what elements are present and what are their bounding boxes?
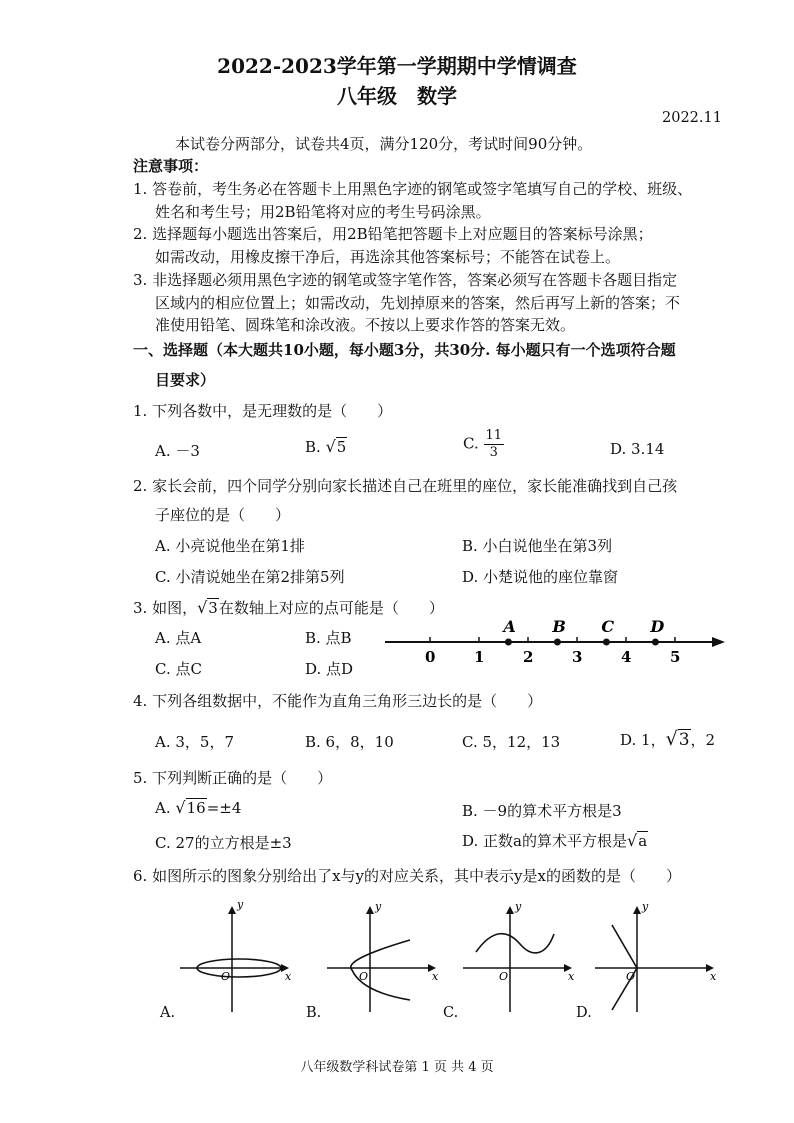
notice-line: 准使用铅笔、圆珠笔和涂改液。不按以上要求作答的答案无效。 (155, 316, 576, 334)
x-label: x (568, 970, 575, 983)
numerator: 11 (485, 428, 503, 443)
point-a (505, 639, 512, 646)
radicand: 5 (336, 438, 347, 456)
page-footer: 八年级数学科试卷第 1 页 共 4 页 (300, 1060, 494, 1075)
x-label: x (285, 970, 292, 983)
radicand: a (638, 832, 648, 850)
radicand: 3 (208, 599, 218, 617)
q1-stem: 1. 下列各数中，是无理数的是（ ） (133, 402, 393, 420)
exam-info: 本试卷分两部分，试卷共4页，满分120分，考试时间90分钟。 (175, 135, 593, 153)
y-label: y (515, 900, 522, 913)
exam-date: 2022.11 (662, 110, 722, 126)
notice-line: 如需改动，用橡皮擦干净后，再选涂其他答案标号；不能答在试卷上。 (155, 248, 621, 266)
point-label: D (650, 617, 665, 636)
q2-stem-cont: 子座位的是（ ） (155, 506, 291, 524)
page-subtitle: 八年级 数学 (337, 84, 457, 108)
q5-option-b: B. －9的算术平方根是3 (462, 802, 622, 820)
arrow-icon (633, 906, 641, 914)
page-title: 2022-2023学年第一学期期中学情调查 (217, 54, 577, 78)
sqrt-expression: √3 (665, 728, 690, 750)
q5-option-c: C. 27的立方根是±3 (155, 834, 292, 852)
q5-option-a-post: =±4 (206, 799, 242, 817)
q4-option-c: C. 5，12，13 (462, 733, 561, 751)
notice-line: 姓名和考生号；用2B铅笔将对应的考生号码涂黑。 (155, 203, 491, 221)
axis-tick-label: 5 (670, 648, 681, 666)
q5-option-d-pre: D. 正数a的算术平方根是 (462, 832, 627, 850)
q3-stem-pre: 3. 如图， (133, 599, 198, 617)
sqrt-expression: √5 (325, 437, 347, 456)
q1-option-c (463, 428, 504, 461)
fraction (484, 428, 505, 461)
q2-option-c: C. 小清说她坐在第2排第5列 (155, 568, 345, 586)
q4-stem: 4. 下列各组数据中，不能作为直角三角形三边长的是（ ） (133, 692, 543, 710)
q1-option-d: D. 3.14 (610, 440, 665, 458)
sqrt-expression: √16 (175, 798, 206, 817)
number-line (380, 612, 730, 672)
origin-label: O (626, 970, 636, 983)
x-label: x (710, 970, 717, 983)
axis-tick-label: 0 (425, 648, 436, 666)
wave-curve (476, 934, 554, 953)
x-label: x (432, 970, 439, 983)
q1-option-b-label: B. (305, 438, 321, 456)
arrow-icon (506, 906, 514, 914)
point-label: B (552, 617, 566, 636)
graph-a (175, 900, 295, 1018)
q2-stem: 2. 家长会前，四个同学分别向家长描述自己在班里的座位，家长能准确找到自己孩 (133, 477, 678, 495)
q5-option-a (155, 798, 241, 817)
q1-option-a: A. －3 (155, 442, 200, 460)
q2-option-b: B. 小白说他坐在第3列 (462, 537, 613, 555)
q3-option-b: B. 点B (305, 629, 352, 647)
q3-option-a: A. 点A (155, 629, 202, 647)
axis-tick-label: 3 (572, 648, 583, 666)
q3-option-c: C. 点C (155, 660, 202, 678)
denominator: 3 (489, 445, 498, 460)
origin-label: O (221, 970, 231, 983)
q5-stem: 5. 下列判断正确的是（ ） (133, 769, 333, 787)
sqrt-expression: √a (626, 831, 648, 850)
graph-d (590, 900, 720, 1018)
graph-b-label: B. (306, 1005, 322, 1021)
graph-c-label: C. (443, 1005, 459, 1021)
point-label: C (601, 617, 615, 636)
notice-line: 3. 非选择题必须用黑色字迹的钢笔或签字笔作答，答案必须写在答题卡各题目指定 (133, 271, 678, 289)
y-label: y (642, 900, 649, 913)
arrow-icon (712, 637, 725, 647)
q5-option-d (462, 830, 648, 851)
q3-stem-post: 在数轴上对应的点可能是（ ） (218, 599, 444, 617)
y-label: y (375, 900, 382, 913)
q4-option-d (620, 728, 715, 750)
radicand: 3 (678, 730, 690, 750)
axis-tick-label: 4 (621, 648, 632, 666)
notice-line: 区域内的相应位置上；如需改动，先划掉原来的答案，然后再写上新的答案；不 (155, 294, 681, 312)
graph-b (322, 900, 442, 1018)
notice-heading: 注意事项： (133, 157, 209, 175)
point-b (554, 639, 561, 646)
q5-option-a-pre: A. (155, 799, 171, 817)
axis-tick-label: 1 (474, 648, 485, 666)
arrow-icon (228, 906, 236, 914)
origin-label: O (499, 970, 509, 983)
point-label: A (503, 617, 516, 636)
graph-a-label: A. (160, 1005, 176, 1021)
origin-label: O (359, 970, 369, 983)
q6-stem: 6. 如图所示的图象分别给出了x与y的对应关系，其中表示y是x的函数的是（ ） (133, 867, 681, 885)
radicand: 16 (186, 799, 206, 817)
q1-option-c-label: C. (463, 434, 479, 453)
q4-option-b: B. 6，8，10 (305, 733, 394, 751)
q1-option-b (305, 437, 347, 456)
q2-option-d: D. 小楚说他的座位靠窗 (462, 568, 619, 586)
q4-option-d-post: ，2 (690, 731, 716, 749)
graph-c (458, 900, 578, 1018)
line-upper (612, 925, 637, 968)
axis-tick-label: 2 (523, 648, 534, 666)
q2-option-a: A. 小亮说他坐在第1排 (155, 537, 305, 555)
notice-line: 1. 答卷前，考生务必在答题卡上用黑色字迹的钢笔或签字笔填写自己的学校、班级、 (133, 180, 693, 198)
point-c (603, 639, 610, 646)
q4-option-a: A. 3，5，7 (155, 733, 234, 751)
y-label: y (237, 900, 244, 911)
graph-d-label: D. (576, 1005, 592, 1021)
q4-option-d-pre: D. 1， (620, 731, 666, 749)
arrow-icon (366, 906, 374, 914)
notice-line: 2. 选择题每小题选出答案后，用2B铅笔把答题卡上对应题目的答案标号涂黑； (133, 225, 653, 243)
section-heading-cont: 目要求） (155, 371, 216, 389)
section-heading: 一、选择题（本大题共10小题，每小题3分，共30分. 每小题只有一个选项符合题 (133, 341, 676, 359)
point-d (652, 639, 659, 646)
sqrt-expression: √3 (197, 598, 218, 617)
q3-option-d: D. 点D (305, 660, 354, 678)
